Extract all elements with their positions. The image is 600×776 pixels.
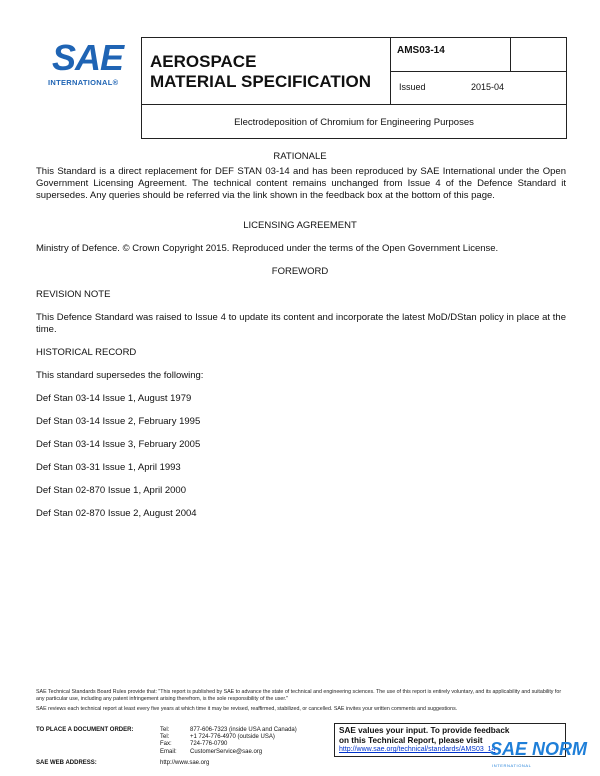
doc-number: AMS03-14 bbox=[397, 45, 445, 56]
record-item: Def Stan 02-870 Issue 1, April 2000 bbox=[36, 485, 186, 496]
contact-keys: Tel: Tel: Fax: Email: bbox=[160, 727, 177, 755]
title-box bbox=[141, 37, 391, 105]
sae-logo bbox=[38, 38, 134, 96]
logo-wordmark: SAE bbox=[52, 37, 124, 78]
logo-subtext: INTERNATIONAL® bbox=[48, 78, 119, 87]
issued-label: Issued bbox=[399, 82, 426, 92]
contact-tel-international: +1 724-776-4970 (outside USA) bbox=[190, 734, 275, 741]
subject-box bbox=[141, 105, 567, 139]
record-item: Def Stan 03-31 Issue 1, April 1993 bbox=[36, 462, 181, 473]
record-item: Def Stan 02-870 Issue 2, August 2004 bbox=[36, 508, 197, 519]
watermark-subtext: INTERNATIONAL bbox=[492, 763, 532, 768]
document-type-title: AEROSPACE MATERIAL SPECIFICATION bbox=[150, 52, 371, 91]
document-subject: Electrodeposition of Chromium for Engineering Purposes bbox=[234, 117, 474, 128]
feedback-box: SAE values your input. To provide feedback on this Technical Report, please visit http://www.sae.org/technical/standards/AMS03_14 bbox=[334, 723, 566, 757]
licensing-text: Ministry of Defence. © Crown Copyright 2015. Reproduced under the terms of the Open Government License. bbox=[36, 243, 499, 254]
licensing-heading: LICENSING AGREEMENT bbox=[243, 220, 357, 231]
disclaimer-text: SAE Technical Standards Board Rules provide that: "This report is published by SAE to advance the state of technical and engineering sciences. The use of this report is entirely voluntary, and its applicability and suitability for any particular use, including any patent infringement arising therefrom, is the sole responsibility of the user." bbox=[36, 689, 562, 702]
record-item: Def Stan 03-14 Issue 2, February 1995 bbox=[36, 416, 201, 427]
record-item: Def Stan 03-14 Issue 1, August 1979 bbox=[36, 393, 192, 404]
revision-note-text: This Defence Standard was raised to Issue 4 to update its content and incorporate the latest MoD/DStan policy in place at the time. bbox=[36, 312, 566, 335]
rationale-heading: RATIONALE bbox=[273, 151, 327, 162]
contact-fax: 724-776-0790 bbox=[190, 741, 228, 748]
web-address-label: SAE WEB ADDRESS: bbox=[36, 760, 97, 766]
rationale-text: This Standard is a direct replacement for DEF STAN 03-14 and has been reproduced by SAE International under the Open Government Licensing Agreement. The technical content remains unchanged from Issue 4 of the Defence Standard it supersedes. Any queries should be referred via the link shown in the feedback box at the bottom of this page. bbox=[36, 166, 566, 201]
contact-email: CustomerService@sae.org bbox=[190, 748, 263, 755]
record-item: Def Stan 03-14 Issue 3, February 2005 bbox=[36, 439, 201, 450]
watermark-text: SAE NORM bbox=[490, 739, 588, 759]
watermark-logo bbox=[490, 739, 600, 776]
supersedes-intro: This standard supersedes the following: bbox=[36, 370, 204, 381]
foreword-heading: FOREWORD bbox=[271, 266, 329, 277]
review-text: SAE reviews each technical report at least every five years at which time it may be revised, reaffirmed, stabilized, or cancelled. SAE invites your written comments and suggestions. bbox=[36, 706, 458, 712]
order-label: TO PLACE A DOCUMENT ORDER: bbox=[36, 727, 134, 733]
contact-tel-domestic: 877-606-7323 (inside USA and Canada) bbox=[190, 727, 297, 733]
contact-values bbox=[190, 727, 297, 756]
issued-date: 2015-04 bbox=[471, 82, 505, 92]
web-address-value[interactable]: http://www.sae.org bbox=[160, 760, 210, 766]
feedback-link[interactable]: http://www.sae.org/technical/standards/AMS03_14 bbox=[339, 746, 496, 753]
historical-record-heading: HISTORICAL RECORD bbox=[36, 347, 137, 358]
doc-info-box bbox=[391, 37, 567, 105]
revision-note-heading: REVISION NOTE bbox=[36, 289, 111, 300]
